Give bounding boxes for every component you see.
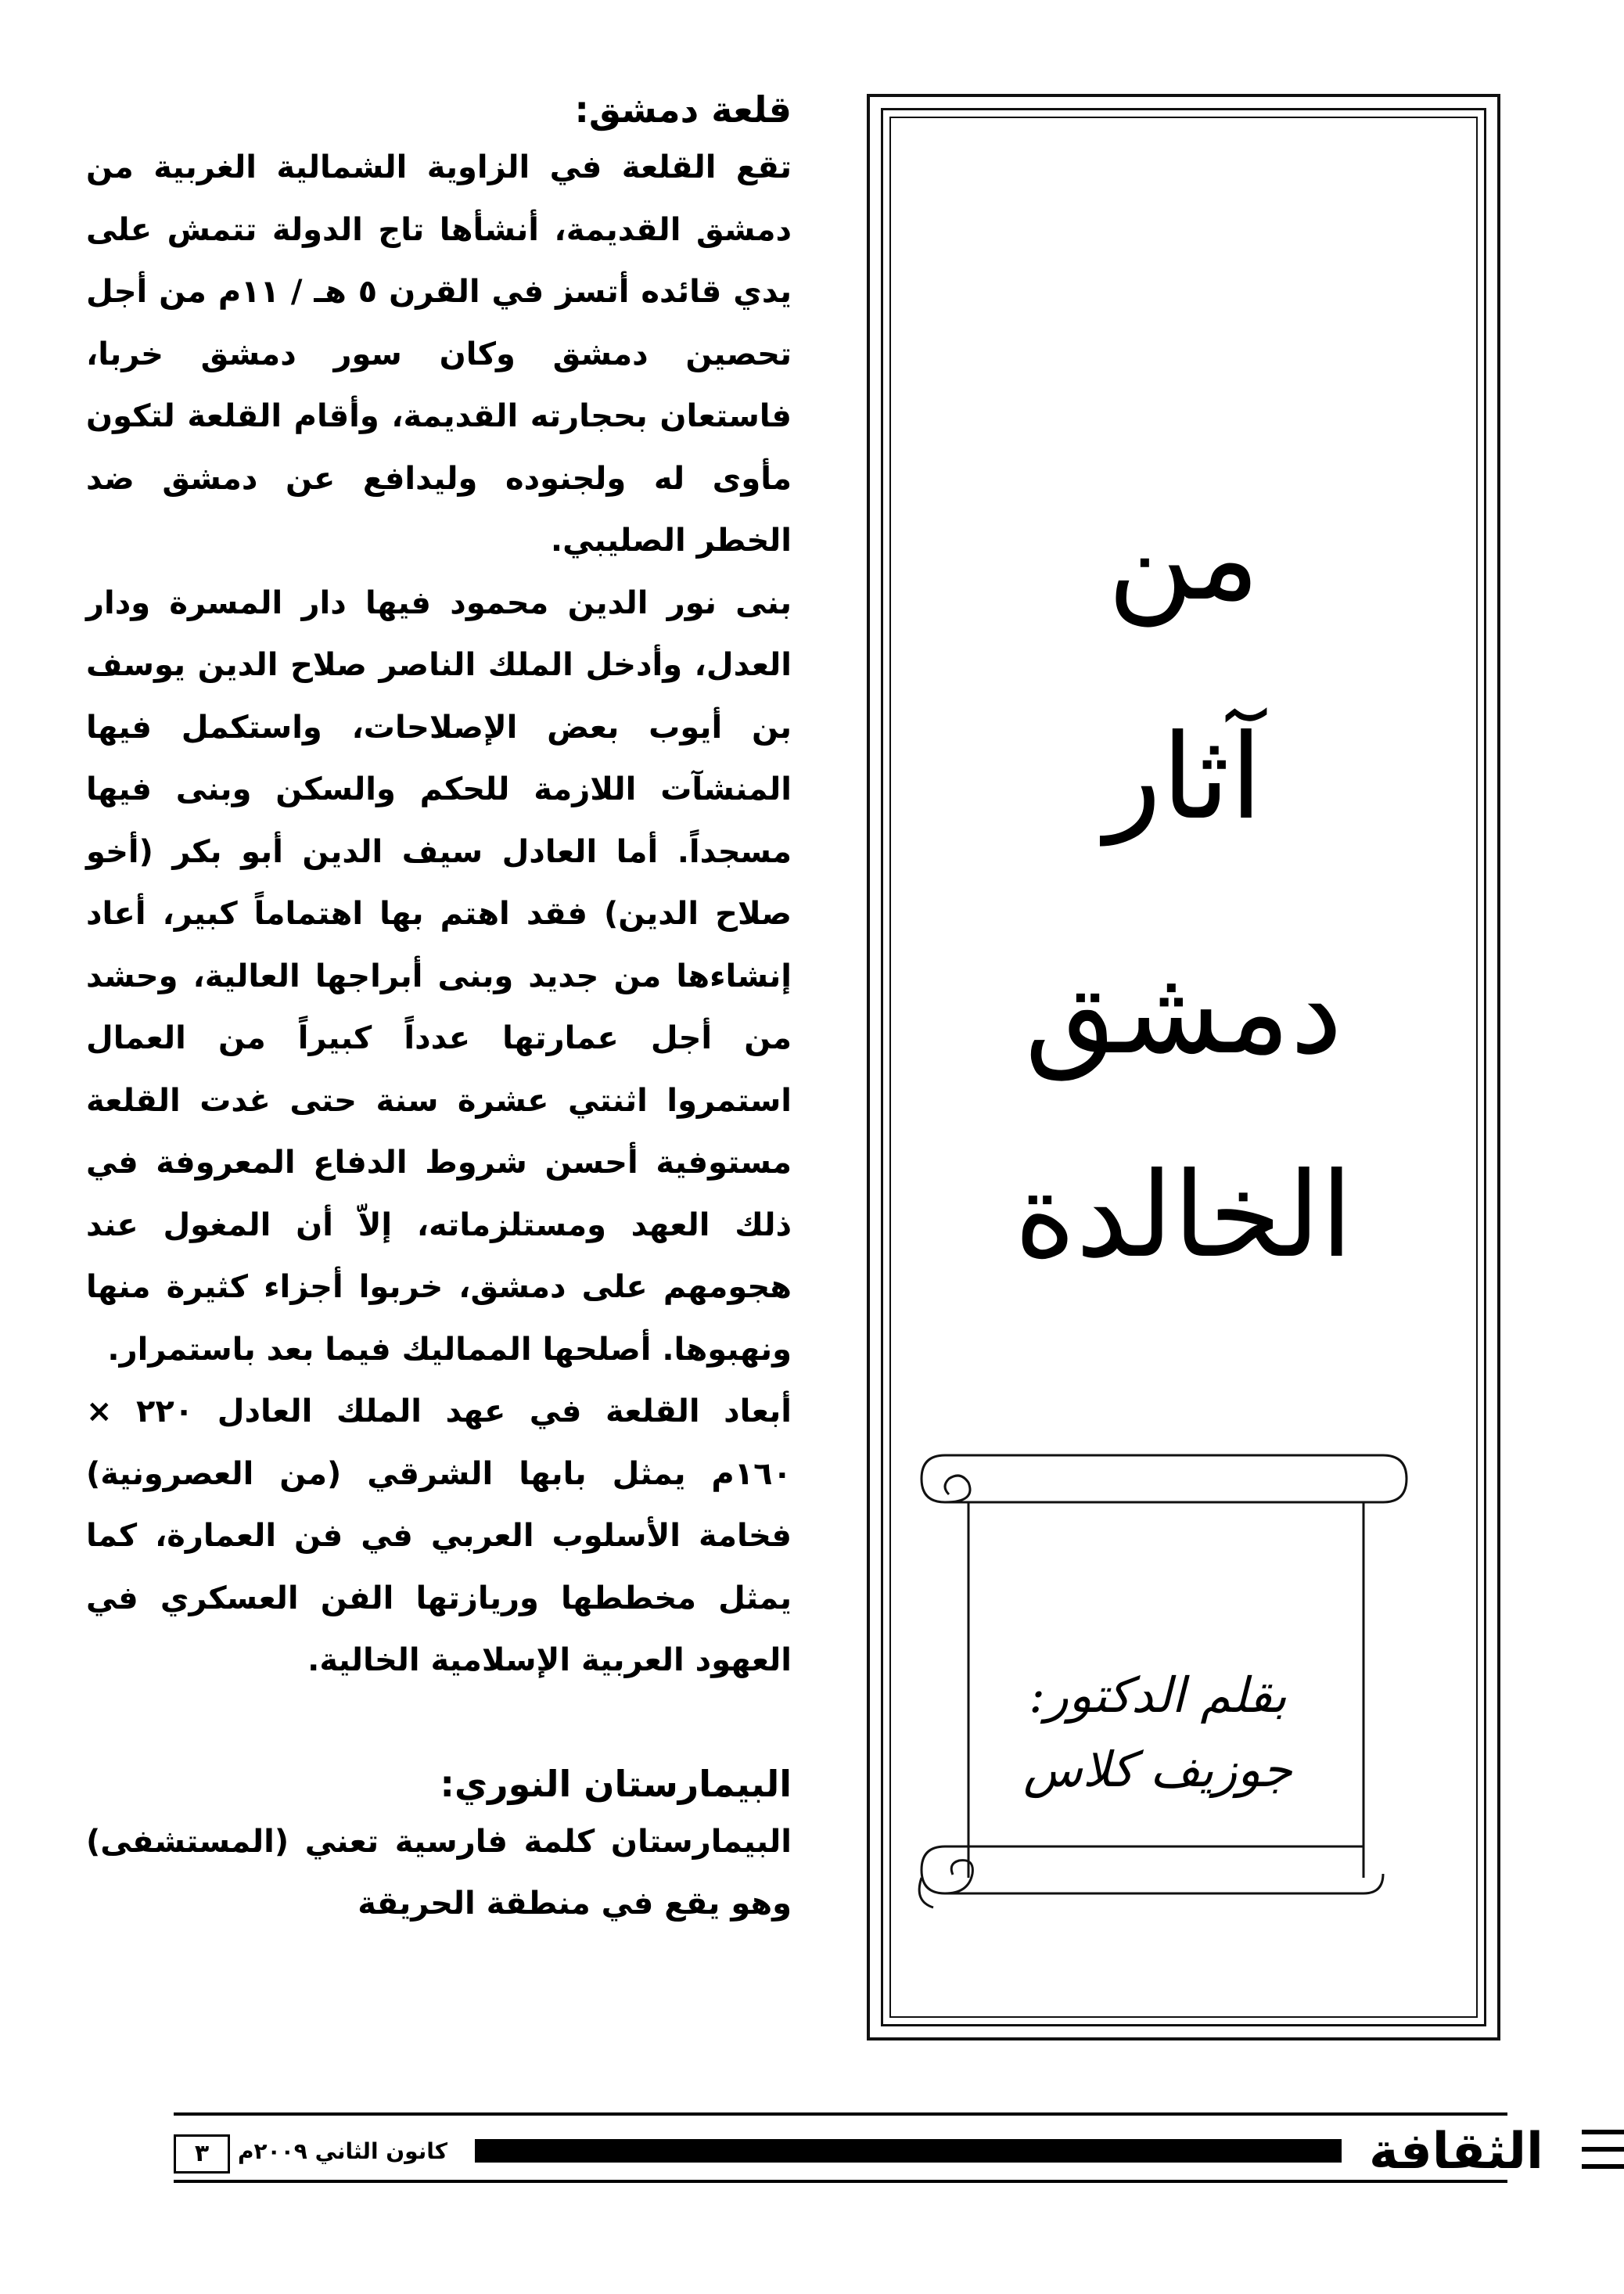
footer bbox=[174, 2112, 1543, 2183]
paragraph: البيمارستان كلمة فارسية تعني (المستشفى) وهو يقع في منطقة الحريقة bbox=[86, 1823, 792, 1922]
footer-bar bbox=[475, 2139, 1342, 2163]
section-heading-citadel: قلعة دمشق: bbox=[574, 88, 792, 131]
title-line-1: من bbox=[1107, 491, 1260, 627]
paragraph: تقع القلعة في الزاوية الشمالية الغربية من دمشق القديمة، أنشأها تاج الدولة تتمش على يدي قائده أتسز في القرن ٥ هـ / ١١م من أجل تحصين دمشق وكان سور دمشق خربا، فاستعان بحجارته القديمة، وأقام القلعة لتكون مأوى له ولجنوده وليدافع عن دمشق ضد الخطر الصليبي. bbox=[86, 149, 792, 559]
article-column bbox=[86, 82, 792, 1936]
paragraph: أبعاد القلعة في عهد الملك العادل ٢٢٠ × ١٦٠م يمثل بابها الشرقي (من العصرونية) فخامة الأسلوب العربي في فن العمارة، كما يمثل مخططها وريازتها الفن العسكري في العهود العربية الإسلامية الخالية. bbox=[86, 1393, 792, 1678]
title-line-4: الخالدة bbox=[1014, 1148, 1353, 1284]
page-number: ٣ bbox=[174, 2134, 230, 2174]
title-line-2: آثار bbox=[1105, 710, 1263, 846]
issue-date: كانون الثاني ٢٠٠٩م bbox=[238, 2138, 448, 2164]
title-line-3: دمشق bbox=[1024, 944, 1343, 1080]
byline-label: بقلم الدكتور: bbox=[1029, 1667, 1287, 1724]
paragraph: بنى نور الدين محمود فيها دار المسرة ودار العدل، وأدخل الملك الناصر صلاح الدين يوسف بن أيوب بعض الإصلاحات، واستكمل فيها المنشآت اللازمة للحكم والسكن وبنى فيها مسجداً. أما العادل سيف الدين أبو بكر (أخو صلاح الدين) فقد اهتم بها اهتماماً كبير، أعاد إنشاءها من جديد وبنى أبراجها العالية، وحشد من أجل عمارتها عدداً كبيراً من العمال استمروا اثنتي عشرة سنة حتى غدت القلعة مستوفية أحسن شروط الدفاع المعروفة في ذلك العهد ومستلزماته، إلاّ أن المغول عند هجومهم على دمشق، خربوا أجزاء كثيرة منها ونهبوها. أصلحها المماليك فيما بعد باستمرار. bbox=[86, 584, 792, 1368]
section-heading-bimaristan: البيمارستان النوري: bbox=[440, 1762, 792, 1805]
magazine-logo: الثقافة bbox=[1369, 2123, 1543, 2181]
author-name: جوزيف كلاس bbox=[1023, 1741, 1292, 1798]
